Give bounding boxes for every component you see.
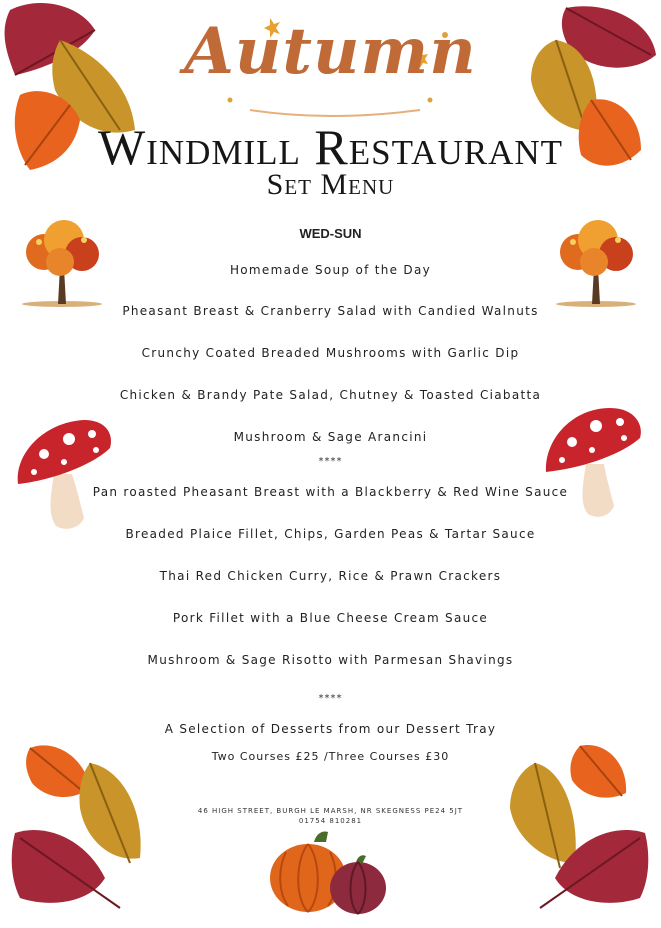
pricing: Two Courses £25 /Three Courses £30 xyxy=(211,750,450,763)
main-item: Thai Red Chicken Curry, Rice & Prawn Crackers xyxy=(159,569,502,583)
bottom-right-leaves-icon xyxy=(500,738,650,918)
main-item: Mushroom & Sage Risotto with Parmesan Shavings xyxy=(147,653,514,667)
course-separator: **** xyxy=(318,456,343,467)
starter-item: Chicken & Brandy Pate Salad, Chutney & Toasted Ciabatta xyxy=(119,388,542,402)
address-line: 46 HIGH STREET, BURGH LE MARSH, NR SKEGNESS PE24 5JT xyxy=(197,807,464,815)
set-menu-subtitle: Set Menu xyxy=(266,168,395,201)
main-item: Breaded Plaice Fillet, Chips, Garden Peas & Tartar Sauce xyxy=(125,527,536,541)
starter-item: Crunchy Coated Breaded Mushrooms with Garlic Dip xyxy=(141,346,520,360)
starter-item: Homemade Soup of the Day xyxy=(229,263,432,277)
bottom-left-leaves-icon xyxy=(10,738,160,918)
restaurant-name: Windmill Restaurant xyxy=(97,119,564,175)
toadstool-left-icon xyxy=(14,414,114,534)
dessert-item: A Selection of Desserts from our Dessert Tray xyxy=(164,722,497,736)
autumn-tree-right-icon xyxy=(548,212,644,308)
autumn-tree-left-icon xyxy=(14,212,110,308)
autumn-script-title: Autumn xyxy=(184,14,477,89)
course-separator: **** xyxy=(318,693,343,704)
days-label: WED-SUN xyxy=(299,226,362,241)
toadstool-right-icon xyxy=(544,404,644,524)
starter-item: Mushroom & Sage Arancini xyxy=(233,430,428,444)
pumpkin-icon xyxy=(266,828,392,918)
main-item: Pork Fillet with a Blue Cheese Cream Sauce xyxy=(172,611,489,625)
main-item: Pan roasted Pheasant Breast with a Blackberry & Red Wine Sauce xyxy=(92,485,569,499)
starter-item: Pheasant Breast & Cranberry Salad with Candied Walnuts xyxy=(122,304,539,318)
phone-number: 01754 810281 xyxy=(298,817,363,825)
